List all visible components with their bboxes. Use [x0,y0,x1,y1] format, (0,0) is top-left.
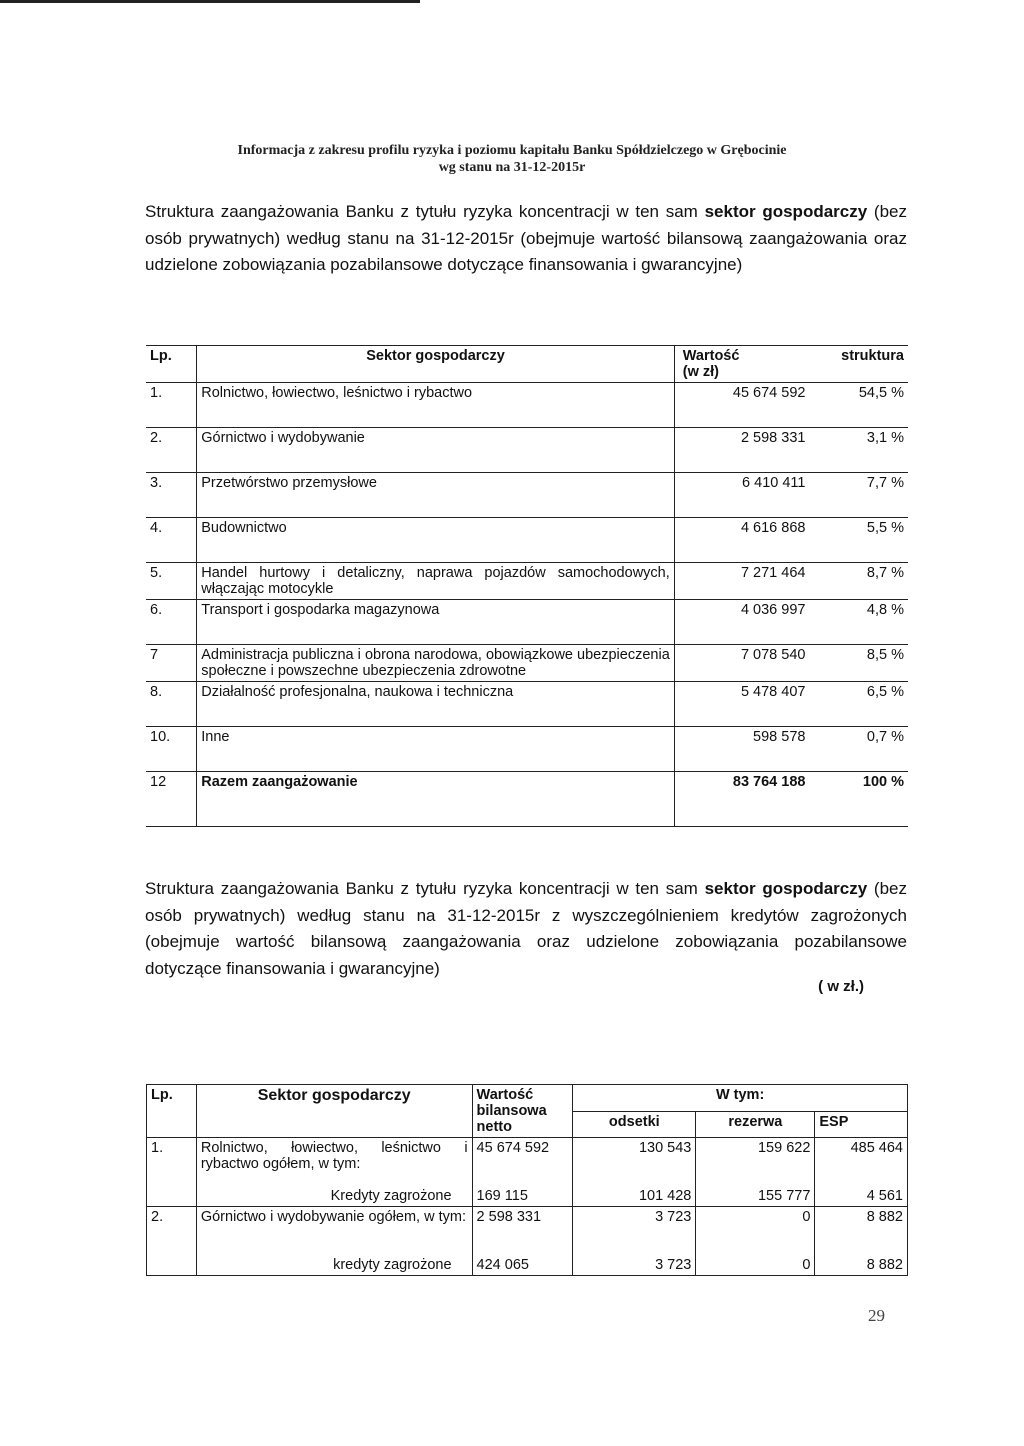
t2-sub-label: kredyty zagrożone [196,1255,472,1276]
table2-subrow [147,1186,908,1207]
t2-row-odsetki: 130 543 [573,1138,696,1187]
row-value: 5 478 407 [674,682,809,727]
table-row [146,473,908,518]
row-lp: 3. [146,473,197,518]
impaired-loans-table [146,1084,908,1276]
table-row [146,600,908,645]
row-structure: 8,7 % [809,563,908,600]
col-value-line2: (w zł) [682,364,720,380]
col-value-line1: Wartość [682,348,740,364]
t2-row-odsetki: 3 723 [573,1207,696,1256]
section2-intro [145,876,907,982]
row-structure: 0,7 % [809,727,908,772]
t2-row-lp: 2. [147,1207,197,1276]
col-sector: Sektor gospodarczy [197,346,675,383]
table2-row [147,1138,908,1187]
row-value: 7 078 540 [674,645,809,682]
t2-row-rezerwa: 0 [696,1207,815,1256]
row-structure: 8,5 % [809,645,908,682]
row-sector: Inne [197,727,675,772]
row-sector: Górnictwo i wydobywanie [197,428,675,473]
t2-row-value: 2 598 331 [472,1207,573,1256]
t2-sub-rezerwa: 155 777 [696,1186,815,1207]
row-lp: 1. [146,383,197,428]
row-structure: 5,5 % [809,518,908,563]
sector-structure-table [146,345,908,827]
row-sector: Budownictwo [197,518,675,563]
row-lp: 2. [146,428,197,473]
row-value: 598 578 [674,727,809,772]
section1-intro [145,199,907,279]
table-row [146,727,908,772]
row-structure: 6,5 % [809,682,908,727]
table-row [146,383,908,428]
row-lp: 6. [146,600,197,645]
t2-row-sector: Rolnictwo, łowiectwo, leśnictwo i rybactwo ogółem, w tym: [196,1138,472,1187]
table-row [146,563,908,600]
t2-sub-label: Kredyty zagrożone [196,1186,472,1207]
table-row [146,645,908,682]
section2-intro-bold: sektor gospodarczy [704,879,868,898]
t2-col-odsetki: odsetki [573,1111,696,1138]
t2-sub-value: 169 115 [472,1186,573,1207]
total-label: Razem zaangażowanie [197,772,675,827]
t2-col-value: Wartość bilansowa netto [472,1085,573,1138]
t2-row-rezerwa: 159 622 [696,1138,815,1187]
col-value [674,346,809,383]
table-row [146,682,908,727]
page-number: 29 [868,1306,885,1325]
row-sector: Działalność profesjonalna, naukowa i techniczna [197,682,675,727]
total-structure: 100 % [809,772,908,827]
row-structure: 3,1 % [809,428,908,473]
row-structure: 54,5 % [809,383,908,428]
section2-intro-post: (bez osób prywatnych) według stanu na 31-12-2015r z wyszczególnieniem kredytów zagrożonych (obejmuje wartość bilansową zaangażowania oraz udzielone zobowiązania pozabilansowe dotyczące finansowania i gwarancyjne) [145,879,907,978]
row-value: 7 271 464 [674,563,809,600]
t2-row-esp: 485 464 [815,1138,908,1187]
row-value: 2 598 331 [674,428,809,473]
row-lp: 10. [146,727,197,772]
t2-sub-rezerwa: 0 [696,1255,815,1276]
col-structure: struktura [809,346,908,383]
row-value: 4 036 997 [674,600,809,645]
row-lp: 4. [146,518,197,563]
section1-intro-bold: sektor gospodarczy [704,202,868,221]
row-value: 6 410 411 [674,473,809,518]
table2-subrow [147,1255,908,1276]
table2-row [147,1207,908,1256]
row-lp: 5. [146,563,197,600]
t2-row-lp: 1. [147,1138,197,1207]
t2-sub-value: 424 065 [472,1255,573,1276]
t2-sub-esp: 4 561 [815,1186,908,1207]
t2-sub-odsetki: 3 723 [573,1255,696,1276]
total-value: 83 764 188 [674,772,809,827]
t2-col-lp: Lp. [147,1085,197,1138]
col-lp: Lp. [146,346,197,383]
row-sector: Administracja publiczna i obrona narodowa, obowiązkowe ubezpieczenia społeczne i powszechne ubezpieczenia zdrowotne [197,645,675,682]
total-row [146,772,908,827]
t2-row-esp: 8 882 [815,1207,908,1256]
total-lp: 12 [146,772,197,827]
row-structure: 4,8 % [809,600,908,645]
table-header-row [146,346,908,383]
row-sector: Transport i gospodarka magazynowa [197,600,675,645]
header-line-1: Informacja z zakresu profilu ryzyka i poziomu kapitału Banku Spółdzielczego w Grębocinie [237,143,787,158]
page-header [0,142,1024,176]
header-line-2: wg stanu na 31-12-2015r [438,160,586,175]
row-sector: Handel hurtowy i detaliczny, naprawa pojazdów samochodowych, włączając motocykle [197,563,675,600]
t2-col-rezerwa: rezerwa [696,1111,815,1138]
t2-sub-esp: 8 882 [815,1255,908,1276]
unit-label: ( w zł.) [818,978,864,995]
table-row [146,428,908,473]
row-value: 45 674 592 [674,383,809,428]
top-rule [0,0,420,3]
t2-row-value: 45 674 592 [472,1138,573,1187]
row-value: 4 616 868 [674,518,809,563]
table-row [146,518,908,563]
t2-col-esp: ESP [815,1111,908,1138]
table2-header-row-1 [147,1085,908,1112]
section1-intro-post: (bez osób prywatnych) według stanu na 31-12-2015r (obejmuje wartość bilansową zaangażowania oraz udzielone zobowiązania pozabilansowe dotyczące finansowania i gwarancyjne) [145,202,907,274]
row-lp: 7 [146,645,197,682]
t2-sub-odsetki: 101 428 [573,1186,696,1207]
section1-intro-pre: Struktura zaangażowania Banku z tytułu ryzyka koncentracji w ten sam [145,202,705,221]
t2-col-sector: Sektor gospodarczy [196,1085,472,1138]
row-sector: Przetwórstwo przemysłowe [197,473,675,518]
t2-col-wtym: W tym: [573,1085,908,1112]
row-sector: Rolnictwo, łowiectwo, leśnictwo i rybactwo [197,383,675,428]
t2-row-sector: Górnictwo i wydobywanie ogółem, w tym: [196,1207,472,1256]
section2-intro-pre: Struktura zaangażowania Banku z tytułu ryzyka koncentracji w ten sam [145,879,705,898]
row-structure: 7,7 % [809,473,908,518]
row-lp: 8. [146,682,197,727]
